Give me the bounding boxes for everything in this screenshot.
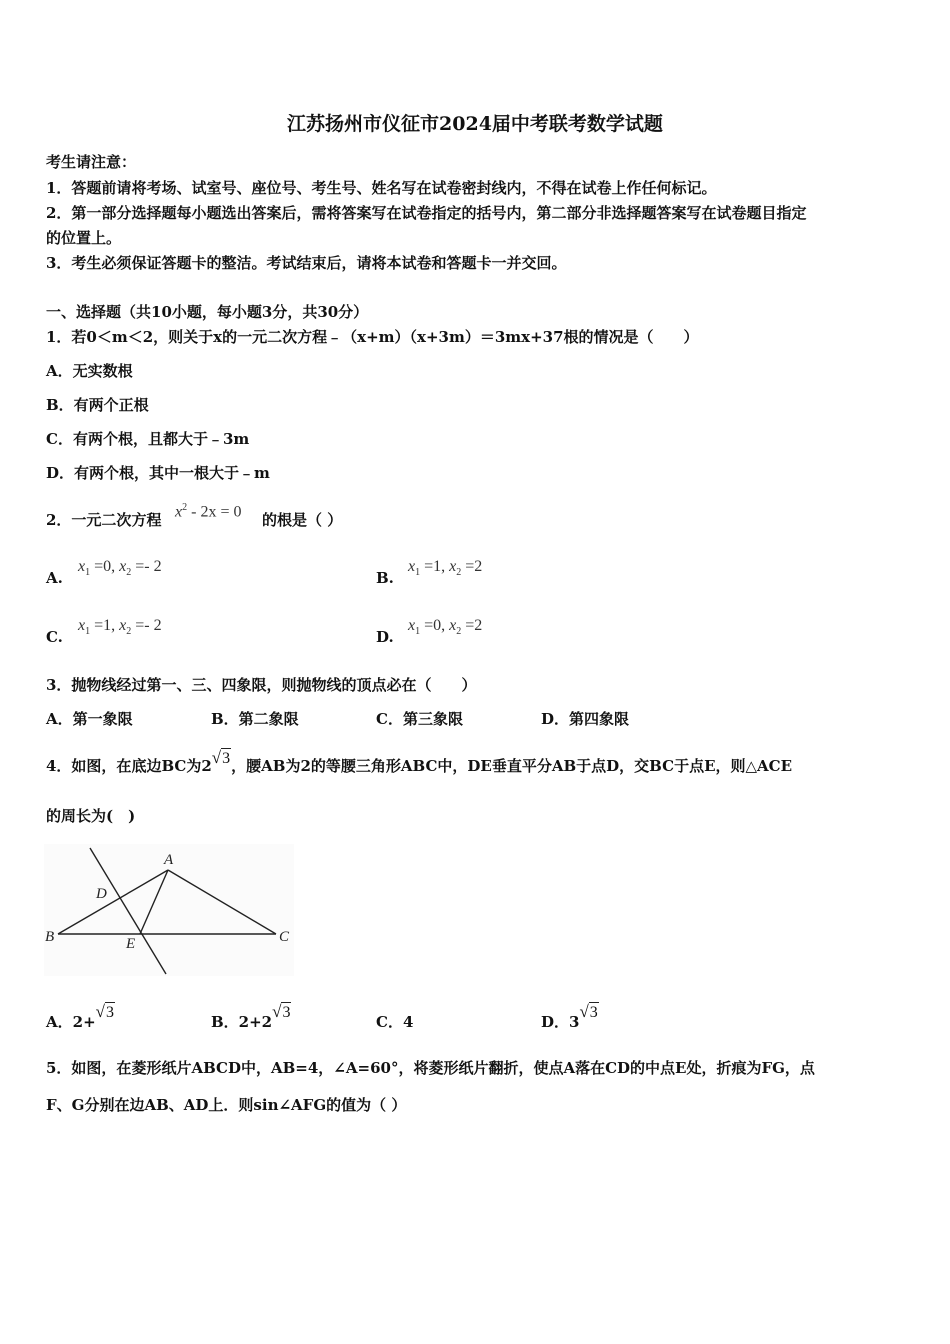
notice-heading: 考生请注意： xyxy=(46,153,137,171)
q2-option-b: $x_1 =1$, $x_2 =2$ xyxy=(408,558,483,579)
q1-option-a: A．无实数根 xyxy=(46,362,133,380)
option-label: B．2+2 xyxy=(211,1013,273,1031)
notice-item-3: 3．考生必须保证答题卡的整洁。考试结束后，请将本试卷和答题卡一并交回。 xyxy=(46,254,567,272)
option-root: √3 xyxy=(95,1002,114,1021)
sub: 2 xyxy=(456,626,462,638)
root-value: 3 xyxy=(222,750,231,767)
q1-stem: 1．若0＜m＜2，则关于x的一元二次方程﹣（x+m）（x+3m）＝3mx+37根的情况是（ ） xyxy=(46,328,699,346)
notice-item-2-cont: 的位置上。 xyxy=(46,229,122,247)
q2-option-a: $x_1 =0$, $x_2 =- 2$ xyxy=(78,558,162,579)
q2-label-d: D. xyxy=(376,628,394,646)
val: - 2 xyxy=(144,558,162,575)
option-root: √3 xyxy=(579,1002,598,1021)
q4-stem xyxy=(46,748,793,777)
q3-option-a: A．第一象限 xyxy=(46,710,133,728)
q5-stem: 5．如图，在菱形纸片ABCD中，AB=4，∠A=60°，将菱形纸片翻折，使点A落在CD的中点E处，折痕为FG，点 xyxy=(46,1059,815,1077)
q4-stem-cont: 的周长为( ) xyxy=(46,807,136,825)
q4-option-d xyxy=(541,1002,599,1033)
q3-stem: 3．抛物线经过第一、三、四象限，则抛物线的顶点必在（ ） xyxy=(46,676,477,694)
q2-eq-rest: - 2x = 0 xyxy=(187,503,242,521)
sub: 2 xyxy=(126,567,132,579)
q4-stem-a: 4．如图，在底边BC为2 xyxy=(46,757,212,775)
q2-label-c: C. xyxy=(46,628,63,646)
q3-option-d: D．第四象限 xyxy=(541,710,630,728)
q1-option-c: C．有两个根，且都大于﹣3m xyxy=(46,430,250,448)
q1-option-d: D．有两个根，其中一根大于﹣m xyxy=(46,464,270,482)
q5-stem-cont: F、G分别在边AB、AD上．则sin∠AFG的值为（ ） xyxy=(46,1096,407,1114)
q2-option-c: $x_1 =1$, $x_2 =- 2$ xyxy=(78,617,162,638)
sub: 2 xyxy=(456,567,462,579)
label-a: A xyxy=(164,852,174,868)
q4-option-a xyxy=(46,1002,115,1033)
val: 2 xyxy=(474,617,483,634)
sub: 2 xyxy=(126,626,132,638)
q4-option-b xyxy=(211,1002,291,1033)
root-value: 3 xyxy=(589,1004,598,1021)
option-label: A．2+ xyxy=(46,1013,96,1031)
sub: 1 xyxy=(85,567,91,579)
sub: 1 xyxy=(415,567,421,579)
page-title: 江苏扬州市仪征市2024届中考联考数学试题 xyxy=(287,113,663,135)
q2-option-d: $x_1 =0$, $x_2 =2$ xyxy=(408,617,483,638)
q2-suffix: 的根是（ ） xyxy=(262,511,343,529)
val: 0 xyxy=(433,617,442,634)
notice-item-1: 1．答题前请将考场、试室号、座位号、考生号、姓名写在试卷密封线内，不得在试卷上作任何标记。 xyxy=(46,179,717,197)
root-value: 3 xyxy=(106,1004,114,1021)
q2-prefix: 2．一元二次方程 xyxy=(46,511,162,529)
q2-equation xyxy=(175,498,241,522)
q2-label-a: A. xyxy=(46,569,63,587)
val: 2 xyxy=(474,558,483,575)
option-root: √3 xyxy=(272,1002,291,1021)
label-e: E xyxy=(126,936,136,952)
q2-eq-sup: 2 xyxy=(182,502,188,513)
label-d: D xyxy=(96,886,107,902)
triangle-figure xyxy=(44,844,294,976)
notice-item-2: 2．第一部分选择题每小题选出答案后，需将答案写在试卷指定的括号内，第二部分非选择题答案写在试卷题目指定 xyxy=(46,204,807,222)
option-label: D．3 xyxy=(541,1013,580,1031)
sub: 1 xyxy=(415,626,421,638)
label-c: C xyxy=(279,929,290,945)
val: 1 xyxy=(433,558,442,575)
q4-root: √3 xyxy=(211,748,231,767)
val: 1 xyxy=(103,617,112,634)
q2-label-b: B. xyxy=(376,569,394,587)
q4-option-c: C．4 xyxy=(376,1013,414,1031)
q1-option-b: B．有两个正根 xyxy=(46,396,149,414)
root-value: 3 xyxy=(282,1004,291,1021)
q3-option-b: B．第二象限 xyxy=(211,710,299,728)
section-heading: 一、选择题（共10小题，每小题3分，共30分） xyxy=(46,303,369,321)
q4-stem-b: ，腰AB为2的等腰三角形ABC中，DE垂直平分AB于点D，交BC于点E，则△ACE xyxy=(231,757,793,775)
q2-eq-x: x xyxy=(175,503,183,521)
q3-option-c: C．第三象限 xyxy=(376,710,463,728)
val: - 2 xyxy=(144,617,162,634)
val: 0 xyxy=(103,558,112,575)
sub: 1 xyxy=(85,626,91,638)
label-b: B xyxy=(45,929,55,945)
